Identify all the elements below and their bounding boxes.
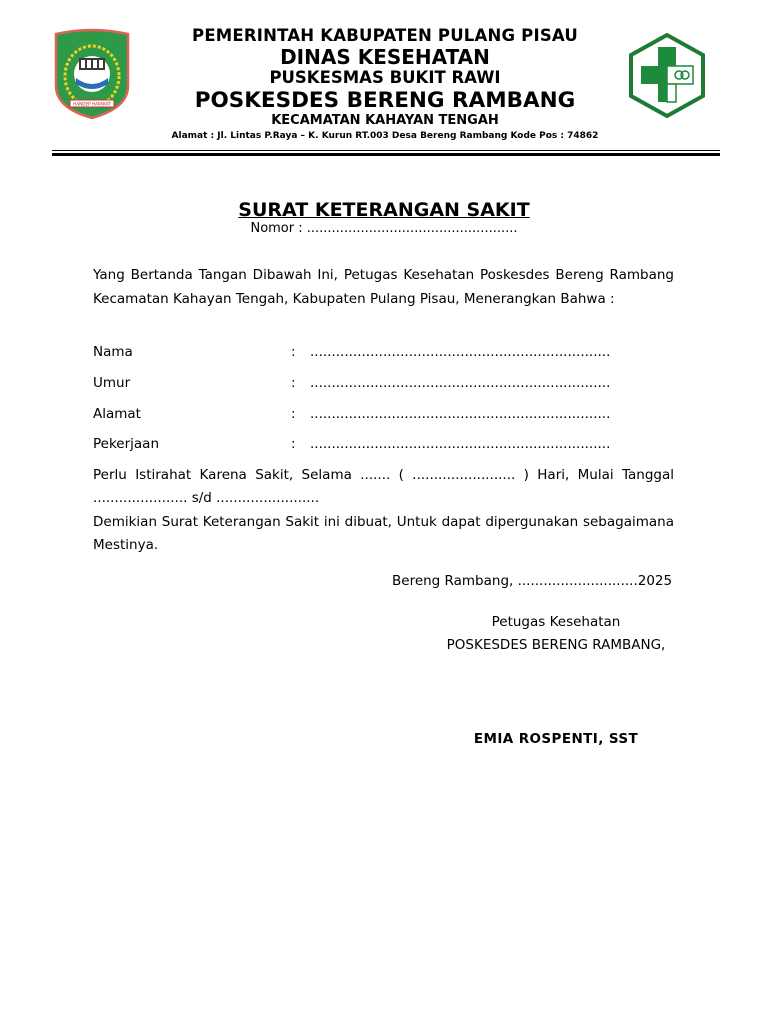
field-value: ...................................................................... bbox=[310, 406, 611, 422]
signer-name: EMIA ROSPENTI, SST bbox=[473, 731, 639, 747]
header-department: DINAS KESEHATAN bbox=[280, 45, 490, 69]
rest-period-paragraph: Perlu Istirahat Karena Sakit, Selama ....... ( ........................ ) Hari, Mulai Tanggal ...................... s/d ........................ bbox=[93, 467, 674, 506]
signer-role: Petugas Kesehatan bbox=[491, 614, 621, 630]
closing-paragraph: Demikian Surat Keterangan Sakit ini dibuat, Untuk dapat dipergunakan sebagaimana Mestinya. bbox=[93, 514, 674, 553]
field-row-address bbox=[93, 406, 674, 426]
field-colon: : bbox=[291, 406, 296, 422]
emblem-motto: HANDEP HAPAKAT bbox=[73, 101, 111, 107]
intro-paragraph: Yang Bertanda Tangan Dibawah Ini, Petugas Kesehatan Poskesdes Bereng Rambang Kecamatan Kahayan Tengah, Kabupaten Pulang Pisau, Menerangkan Bahwa : bbox=[93, 267, 674, 307]
field-label: Pekerjaan bbox=[93, 436, 160, 452]
regency-emblem-icon bbox=[52, 28, 132, 120]
header-divider-thick bbox=[52, 153, 720, 156]
field-colon: : bbox=[291, 375, 296, 391]
field-value: ...................................................................... bbox=[310, 375, 611, 391]
field-label: Umur bbox=[93, 375, 131, 391]
header-government: PEMERINTAH KABUPATEN PULANG PISAU bbox=[192, 26, 578, 45]
field-value: ...................................................................... bbox=[310, 344, 611, 360]
header-district: KECAMATAN KAHAYAN TENGAH bbox=[271, 113, 499, 128]
place-date: Bereng Rambang, ............................2025 bbox=[392, 573, 673, 589]
field-colon: : bbox=[291, 436, 296, 452]
field-label: Alamat bbox=[93, 406, 141, 422]
header-puskesmas: PUSKESMAS BUKIT RAWI bbox=[269, 68, 501, 87]
header-address: Alamat : Jl. Lintas P.Raya – K. Kurun RT.003 Desa Bereng Rambang Kode Pos : 74862 bbox=[171, 131, 599, 141]
field-colon: : bbox=[291, 344, 296, 360]
signer-organization: POSKESDES BERENG RAMBANG, bbox=[446, 637, 666, 653]
header-divider-thin bbox=[52, 150, 720, 151]
health-cross-icon bbox=[627, 33, 707, 118]
field-row-name bbox=[93, 344, 674, 364]
field-label: Nama bbox=[93, 344, 133, 360]
field-row-occupation bbox=[93, 436, 674, 456]
letter-number: Nomor : ................................................... bbox=[250, 221, 518, 236]
field-value: ...................................................................... bbox=[310, 436, 611, 452]
letter-title: SURAT KETERANGAN SAKIT bbox=[238, 199, 530, 221]
header-poskesdes: POSKESDES BERENG RAMBANG bbox=[194, 88, 576, 113]
field-row-age bbox=[93, 375, 674, 395]
